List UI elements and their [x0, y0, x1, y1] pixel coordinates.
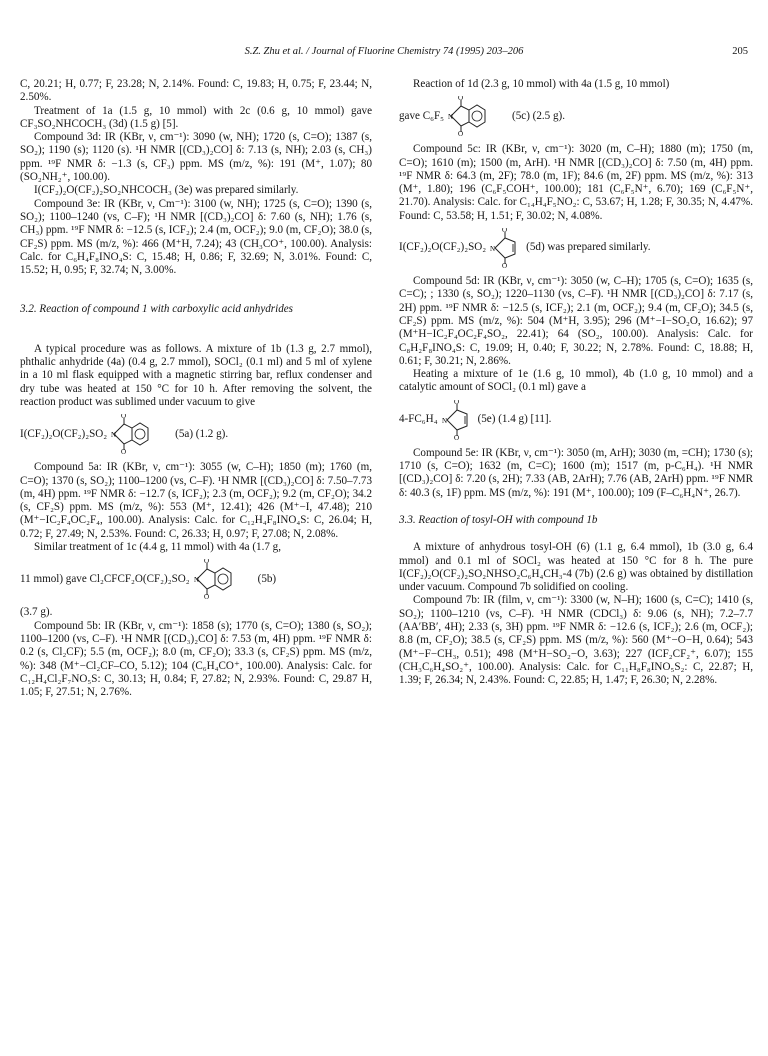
- atom-n-label: N: [448, 113, 454, 122]
- atom-n-label: N: [490, 245, 496, 254]
- chem-line-5d: [399, 228, 753, 268]
- section-heading: 3.2. Reaction of compound 1 with carboxylic acid anhydrides: [20, 303, 293, 316]
- paragraph: Compound 5e: IR (KBr, ν, cm⁻¹): 3050 (m, ArH); 3030 (m, =CH); 1730 (s); 1710 (s, C=O); 1632 (m, C=C); 1600 (m); 1517 (m, p-C₆H₄). ¹H NMR [(CD₃)₂CO] δ: 7.20 (s, 2H); 7.33 (AB, 2ArH); 7.76 (AB, 2ArH) ppm. ¹⁹F NMR δ: 40.3 (s, 1F) ppm. MS (m/z, %): 191 (M⁺, 100.00); 109 (F–C₆H₄N⁺, 26.7).: [399, 446, 753, 499]
- chem-formula: 11 mmol) gave Cl₂CFCF₂O(CF₂)₂SO₂: [20, 572, 190, 585]
- compound-label: (5c) (2.5 g).: [512, 109, 566, 122]
- section-heading: 3.3. Reaction of tosyl-OH with compound 1b: [399, 513, 598, 526]
- atom-o-label: O: [458, 96, 464, 103]
- phthalimide-structure: [193, 559, 255, 599]
- page-number: 205: [732, 46, 748, 57]
- running-header: [20, 46, 748, 62]
- chem-formula: gave C₆F₅: [399, 109, 445, 122]
- paragraph: Compound 3d: IR (KBr, ν, cm⁻¹): 3090 (w, NH); 1720 (s, C=O); 1387 (s, SO₂); 1190 (s); 1120 (s). ¹H NMR [(CD₃)₂CO] δ: 7.13 (s, NH); 2.03 (s, CH₃) ppm. ¹⁹F NMR δ: −1.3 (s, CF₃) ppm. MS (m/z, %): 191 (M⁺, 1.07); 80 (SO₂NH₂⁺, 100.00).: [20, 131, 372, 184]
- chem-line-5e: [399, 400, 753, 440]
- chem-line-5b: [20, 559, 372, 599]
- paragraph: (3.7 g).: [20, 606, 53, 619]
- paragraph: C, 20.21; H, 0.77; F, 23.28; N, 2.14%. Found: C, 19.83; H, 0.75; F, 23.44; N, 2.50%.: [20, 78, 372, 104]
- chem-formula: 4-FC₆H₄: [399, 413, 438, 426]
- right-column: [399, 78, 753, 688]
- journal-citation: S.Z. Zhu et al. / Journal of Fluorine Chemistry 74 (1995) 203–206: [244, 46, 524, 57]
- maleimide-structure: [441, 400, 475, 440]
- paragraph: Treatment of 1a (1.5 g, 10 mmol) with 2c (0.6 g, 10 mmol) gave CF₃SO₂NHCOCH₃ (3d) (1.5 g) [5].: [20, 104, 372, 130]
- paragraph: Compound 5d: IR (KBr, ν, cm⁻¹): 3050 (w, C–H); 1705 (s, C=O); 1635 (s, C=C); ; 1330 (s, SO₂); 1220–1130 (vs, C–F). ¹H NMR [(CD₃)₂CO] δ: 7.17 (s, 2H) ppm. ¹⁹F NMR δ: −12.5 (s, ICF₂); 2.1 (m, OCF₂); 9.4 (m, CF₂O); 34.5 (s, CF₂S) ppm. MS (m/z, %): 504 (M⁺H, 3.95); 296 (M⁺−I−SO₂O, 16.62); 97 (M⁺H−IC₂F₄OC₂F₄SO₂, 22.41); 64 (SO₂, 100.00). Analysis: Calc. for C₈H₂F₈INO₄S: C, 19.09; H, 0.40; F, 30.22; N, 2.78%. Found: C, 18.88; H, 0.61; F, 30.21; N, 2.86%.: [399, 275, 753, 367]
- chem-line-5a: [20, 414, 372, 454]
- paragraph: A typical procedure was as follows. A mixture of 1b (1.3 g, 2.7 mmol), phthalic anhydride (4a) (0.4 g, 2.7 mmol), SOCl₂ (0.1 ml) and 5 ml of xylene in a 10 ml flask equipped with a magnetic stirring bar, reflux condenser and dry tube was heated at 150 °C for 10 h. After removing the solvent, the reaction product was sublimed under vacuum to give: [20, 342, 372, 408]
- atom-o-label: O: [121, 414, 127, 421]
- atom-n-label: N: [193, 576, 199, 585]
- atom-n-label: N: [111, 431, 117, 440]
- chem-line-5c: [399, 96, 753, 136]
- atom-o-label: O: [502, 228, 508, 235]
- paragraph: Compound 5a: IR (KBr, ν, cm⁻¹): 3055 (w, C–H); 1850 (m); 1760 (m, C=O); 1370 (s, SO₂); 1100–1200 (vs, C–F). ¹H NMR [(CD₃)₂CO] δ: 7.50–7.73 (m, 4H) ppm. ¹⁹F NMR δ: −12.7 (s, ICF₂); 2.3 (m, OCF₂); 9.2 (m, CF₂O); 34.2 (s, CF₂S) ppm. MS (m/z, %): 553 (M⁺, 12.41); 426 (M⁺−I, 47.48); 210 (M⁺−IC₂F₄OC₂F₄, 100.00). Analysis: Calc. for C₁₂H₄F₈INO₄S: C, 26.04; H, 0.72; F, 27.49; N, 2.53%. Found: C, 26.33; H, 0.97; F, 27.08; N, 2.08%.: [20, 461, 372, 540]
- chem-formula: I(CF₂)₂O(CF₂)₂SO₂: [399, 241, 487, 254]
- phthalimide-structure: [447, 96, 509, 136]
- compound-label: (5d) was prepared similarly.: [526, 241, 651, 254]
- paragraph: Reaction of 1d (2.3 g, 10 mmol) with 4a (1.5 g, 10 mmol): [413, 78, 670, 90]
- phthalimide-structure: [110, 414, 172, 454]
- paragraph: Heating a mixture of 1e (1.6 g, 10 mmol), 4b (1.0 g, 10 mmol) and a catalytic amount of SOCl₂ (0.1 ml) gave a: [399, 368, 753, 394]
- paragraph: Compound 7b: IR (film, ν, cm⁻¹): 3300 (w, N–H); 1600 (s, C=C); 1410 (s, SO₂); 1100–1210 (vs, C–F). ¹H NMR (CDCl₃) δ: 9.06 (s, NH); 7.2–7.7 (AA′BB′, 4H); 2.33 (s, 3H) ppm. ¹⁹F NMR δ: −12.6 (s, ICF₂); 2.6 (m, OCF₂); 8.8 (m, CF₂O); 38.5 (s, CF₂S) ppm. MS (m/z, %): 560 (M⁺−O−H, 0.64); 543 (M⁺−F−CH₃, 0.51); 498 (M⁺H−SO₂−O, 3.63); 227 (ICF₂CF₂⁺, 6.07); 155 (CH₃C₆H₄SO₂⁺, 100.00). Analysis: Calc. for C₁₁H₈F₈INO₅S₂: C, 22.87; H, 1.39; F, 26.34; N, 2.43%. Found: C, 22.85; H, 1.47; F, 26.30; N, 2.28%.: [399, 594, 753, 687]
- atom-o-label: O: [453, 433, 459, 440]
- paragraph: I(CF₂)₂O(CF₂)₂SO₂NHCOCH₃ (3e) was prepared similarly.: [34, 184, 299, 197]
- atom-o-label: O: [121, 448, 127, 455]
- paragraph: Similar treatment of 1c (4.4 g, 11 mmol) with 4a (1.7 g,: [34, 541, 281, 554]
- compound-label: (5b): [257, 572, 277, 585]
- paragraph: A mixture of anhydrous tosyl-OH (6) (1.1 g, 6.4 mmol), 1b (3.0 g, 6.4 mmol) and 0.1 ml of SOCl₂ was heated at 150 °C for 8 h. The pure I(CF₂)₂O(CF₂)₂SO₂NHSO₂C₆H₄CH₃-4 (7b) (2.6 g) was obtained by distillation under vacuum. Compound 7b solidified on cooling.: [399, 541, 753, 594]
- atom-o-label: O: [453, 399, 459, 406]
- atom-o-label: O: [458, 130, 464, 137]
- atom-o-label: O: [203, 559, 209, 566]
- compound-label: (5e) (1.4 g) [11].: [477, 413, 552, 426]
- paragraph: Compound 5c: IR (KBr, ν, cm⁻¹): 3020 (m, C–H); 1880 (m); 1750 (m, C=O); 1610 (m); 1500 (m, ArH). ¹H NMR [(CD₃)₂CO] δ: 7.50 (m, 4H) ppm. ¹⁹F NMR δ: 64.3 (m, 2F); 78.0 (m, 1F); 84.6 (m, 2F) ppm. MS (m/z, %): 313 (M⁺, 1.80); 196 (C₆F₅COH⁺, 100.00); 181 (C₆F₅N⁺, 6.70); 169 (C₆F₅N⁺, 21.70). Analysis: Calc. for C₁₄H₄F₅NO₂: C, 53.67; H, 1.28; F, 30.35; N, 4.47%. Found: C, 53.58; H, 1.51; F, 30.02; N, 4.08%.: [399, 143, 753, 222]
- atom-o-label: O: [203, 593, 209, 600]
- paragraph: Compound 3e: IR (KBr, ν, Cm⁻¹): 3100 (w, NH); 1725 (s, C=O); 1390 (s, SO₂); 1100–1240 (vs, C–F); ¹H NMR [(CD₃)₂CO] δ: 7.60 (s, NH); 1.76 (s, CH₃) ppm. ¹⁹F NMR δ: −12.5 (s, ICF₂); 2.4 (m, OCF₂); 9.0 (m, CF₂O); 38.0 (s, CF₂S) ppm. MS (m/z, %): 466 (M⁺H, 7.24); 43 (CH₃CO⁺, 100.00). Analysis: Calc. for C₆H₄F₈INO₄S: C, 15.48; H, 0.86; F, 32.69; N, 3.01%. Found: C, 15.52; H, 0.95; F, 32.74; N, 3.00%.: [20, 197, 372, 277]
- compound-label: (5a) (1.2 g).: [175, 427, 229, 440]
- paragraph: Compound 5b: IR (KBr, ν, cm⁻¹): 1858 (s); 1770 (s, C=O); 1380 (s, SO₂); 1100–1200 (vs, C–F). ¹H NMR [(CD₃)₂CO] δ: 7.53 (m, 4H) ppm. ¹⁹F NMR δ: 0.2 (s, Cl₂CF); 5.5 (m, OCF₂); 8.0 (m, CF₂O); 33.3 (s, CF₂S) ppm. MS (m/z, %): 348 (M⁺−Cl₂CF–CO, 5.12); 104 (C₆H₄CO⁺, 100.00). Analysis: Calc. for C₁₂H₄Cl₂F₇NO₅S: C, 30.13; H, 0.84; F, 27.82; N, 2.93%. Found: C, 29.87 H, 1.05; F, 27.51; N, 2.76%.: [20, 619, 372, 699]
- atom-n-label: N: [441, 416, 447, 425]
- atom-o-label: O: [502, 262, 508, 269]
- left-column: [20, 78, 372, 699]
- chem-formula: I(CF₂)₂O(CF₂)₂SO₂: [20, 427, 108, 440]
- maleimide-structure: [489, 228, 523, 268]
